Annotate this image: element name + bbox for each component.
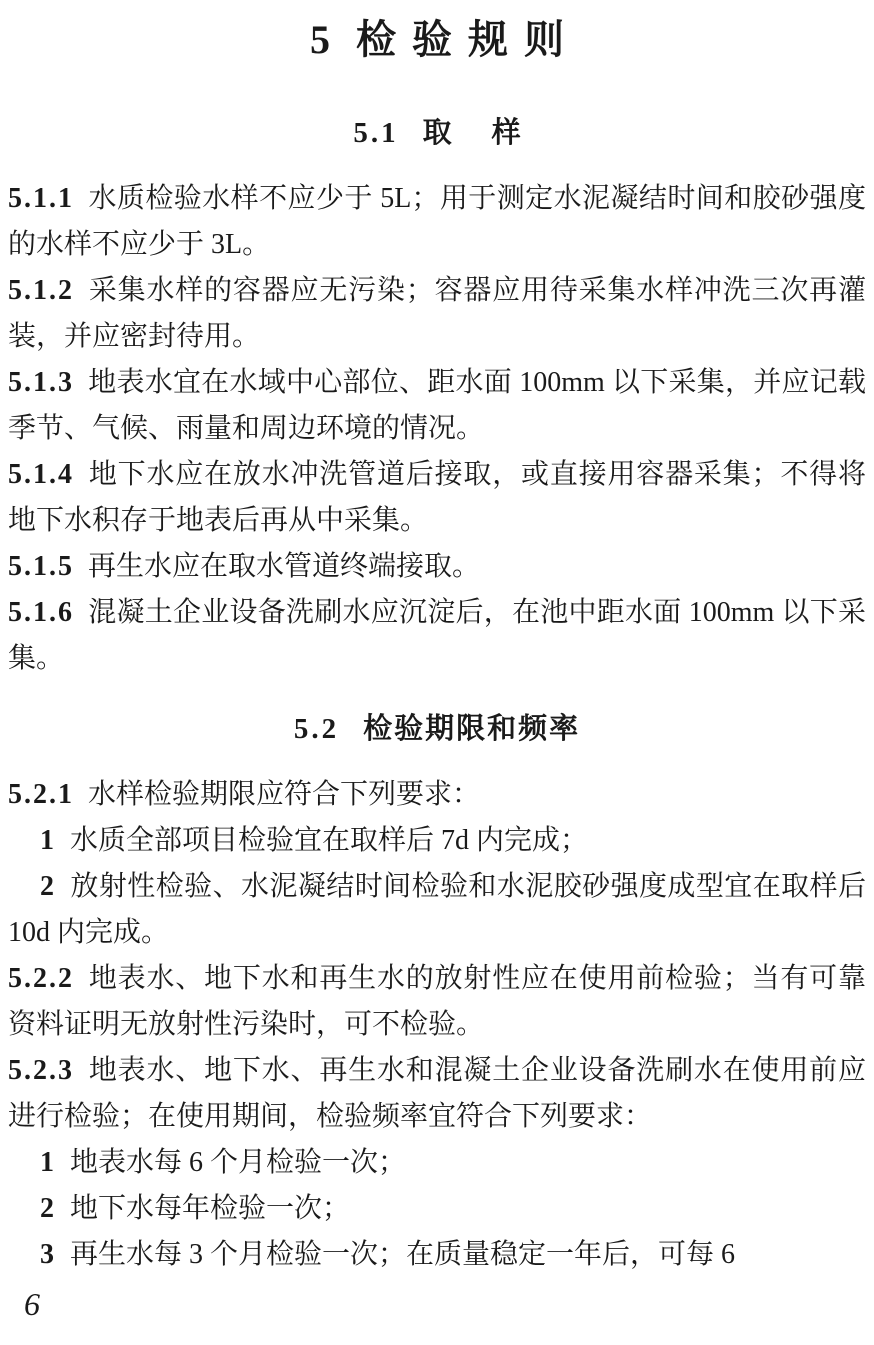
clause-5-2-3-item-1 xyxy=(8,1140,866,1186)
clause-number: 5.2.2 xyxy=(8,963,74,994)
clause-number: 5.1.1 xyxy=(8,183,74,214)
clause-5-1-1 xyxy=(8,176,866,268)
item-text: 再生水每 3 个月检验一次；在质量稳定一年后，可每 6 xyxy=(70,1239,736,1270)
clause-5-2-3-item-2 xyxy=(8,1186,866,1232)
clause-text: 地表水宜在水域中心部位、距水面 100mm 以下采集，并应记载季节、气候、雨量和周边环境的情况。 xyxy=(8,367,866,444)
clause-5-2-1 xyxy=(8,772,866,818)
clause-5-2-1-item-2 xyxy=(8,864,866,956)
item-text: 水质全部项目检验宜在取样后 7d 内完成； xyxy=(70,825,589,856)
clause-number: 5.2.1 xyxy=(8,779,74,810)
page-number: 6 xyxy=(24,1286,40,1322)
section-title: 检验期限和频率 xyxy=(363,713,581,745)
section-5-2-body xyxy=(8,772,866,1278)
clause-5-2-2 xyxy=(8,956,866,1048)
item-text: 放射性检验、水泥凝结时间检验和水泥胶砂强度成型宜在取样后 10d 内完成。 xyxy=(8,871,866,948)
clause-5-1-6 xyxy=(8,590,866,682)
clause-text: 水样检验期限应符合下列要求： xyxy=(88,779,481,810)
clause-5-1-3 xyxy=(8,360,866,452)
section-heading-5-1 xyxy=(8,116,866,150)
clause-text: 混凝土企业设备洗刷水应沉淀后，在池中距水面 100mm 以下采集。 xyxy=(8,597,866,674)
clause-text: 地表水、地下水和再生水的放射性应在使用前检验；当有可靠资料证明无放射性污染时，可不检验。 xyxy=(8,963,866,1040)
clause-number: 5.1.4 xyxy=(8,459,74,490)
section-5-1-body xyxy=(8,176,866,682)
clause-text: 地下水应在放水冲洗管道后接取，或直接用容器采集；不得将地下水积存于地表后再从中采集。 xyxy=(8,459,866,536)
item-number: 3 xyxy=(40,1239,54,1270)
clause-5-1-4 xyxy=(8,452,866,544)
chapter-title: 检验规则 xyxy=(356,18,580,62)
item-number: 1 xyxy=(40,825,54,856)
clause-text: 水质检验水样不应少于 5L；用于测定水泥凝结时间和胶砂强度的水样不应少于 3L。 xyxy=(8,183,866,260)
clause-text: 再生水应在取水管道终端接取。 xyxy=(88,551,481,582)
chapter-heading xyxy=(8,0,866,64)
item-text: 地下水每年检验一次； xyxy=(70,1193,351,1224)
item-number: 1 xyxy=(40,1147,54,1178)
section-number: 5.1 xyxy=(353,117,399,149)
section-number: 5.2 xyxy=(293,713,340,745)
item-number: 2 xyxy=(40,1193,54,1224)
section-heading-5-2 xyxy=(8,712,866,746)
chapter-number: 5 xyxy=(310,17,330,62)
clause-number: 5.1.5 xyxy=(8,551,74,582)
item-text: 地表水每 6 个月检验一次； xyxy=(70,1147,407,1178)
clause-text: 采集水样的容器应无污染；容器应用待采集水样冲洗三次再灌装，并应密封待用。 xyxy=(8,275,866,352)
section-title: 取样 xyxy=(422,117,561,149)
clause-5-1-2 xyxy=(8,268,866,360)
clause-5-2-3 xyxy=(8,1048,866,1140)
clause-text: 地表水、地下水、再生水和混凝土企业设备洗刷水在使用前应进行检验；在使用期间，检验频率宜符合下列要求： xyxy=(8,1055,866,1132)
clause-number: 5.2.3 xyxy=(8,1055,74,1086)
item-number: 2 xyxy=(40,871,54,902)
clause-5-2-3-item-3 xyxy=(8,1232,866,1278)
clause-5-1-5 xyxy=(8,544,866,590)
clause-number: 5.1.3 xyxy=(8,367,74,398)
clause-number: 5.1.2 xyxy=(8,275,74,306)
clause-number: 5.1.6 xyxy=(8,597,74,628)
clause-5-2-1-item-1 xyxy=(8,818,866,864)
